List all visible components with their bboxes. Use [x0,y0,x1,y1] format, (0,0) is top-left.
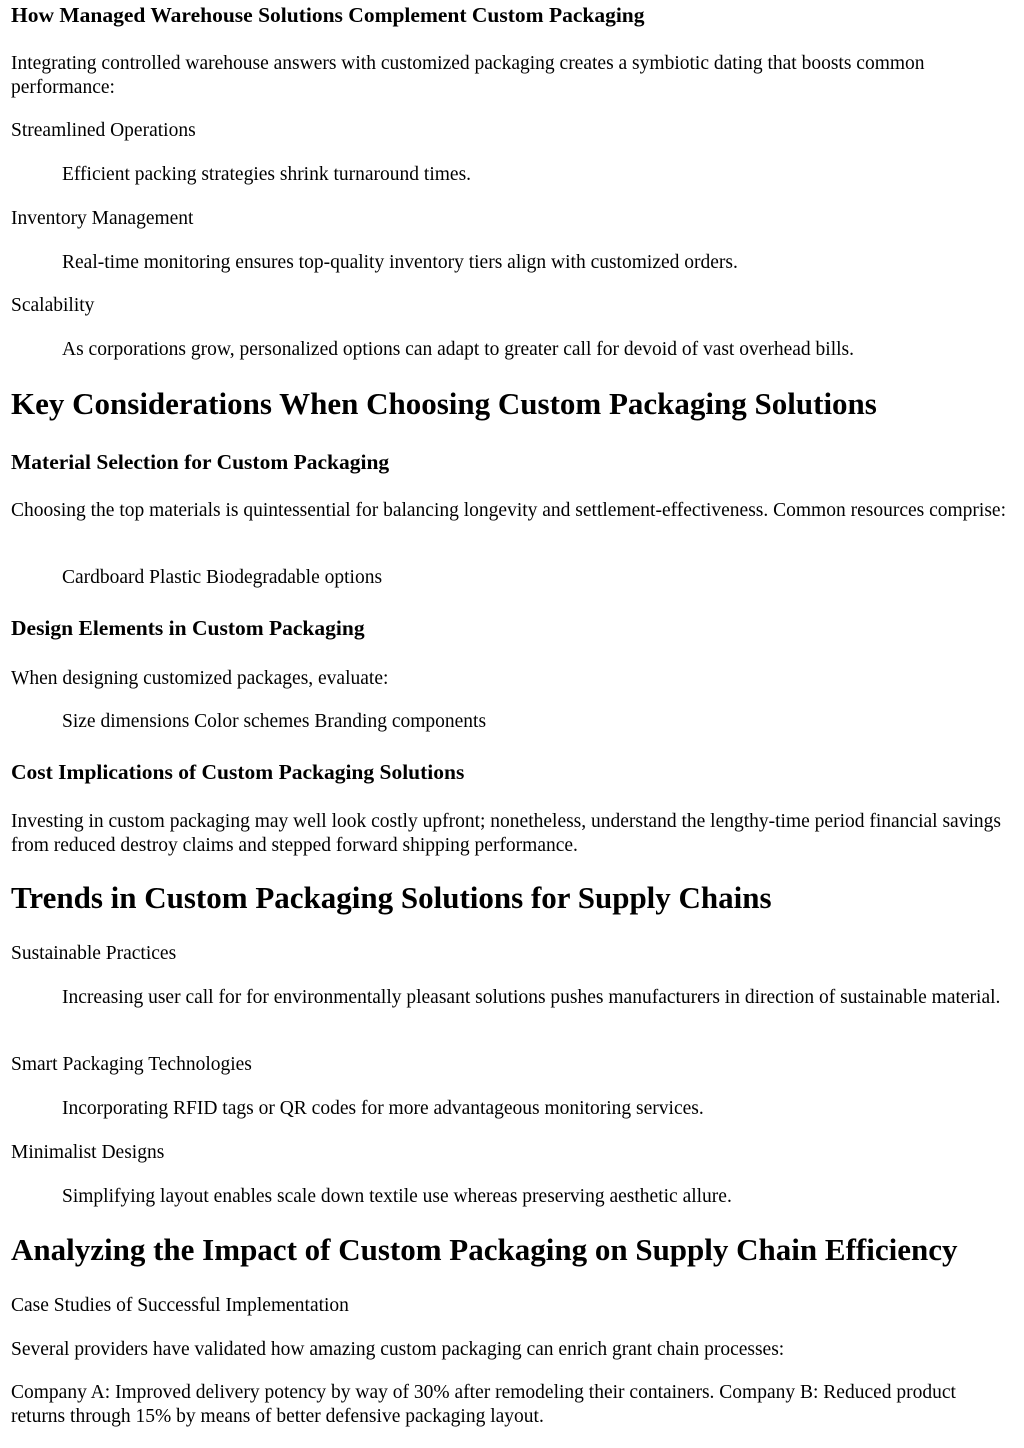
definition-term: Inventory Management [11,208,194,229]
section-intro: Integrating controlled warehouse answers with customized packaging creates a symbiotic dating that boosts common performance: [11,53,925,98]
definition-description: Real-time monitoring ensures top-quality inventory tiers align with customized orders. [62,252,738,273]
section-heading-managed-warehouse: How Managed Warehouse Solutions Complement Custom Packaging [11,3,645,27]
definition-description: Increasing user call for for environmentally pleasant solutions pushes manufacturers in direction of sustainable material. [62,987,1001,1008]
definition-description: Efficient packing strategies shrink turnaround times. [62,164,472,185]
definition-term: Smart Packaging Technologies [11,1054,252,1075]
paragraph: Several providers have validated how amazing custom packaging can enrich grant chain processes: [11,1339,785,1360]
subsection-heading-design: Design Elements in Custom Packaging [11,616,365,640]
definition-term: Streamlined Operations [11,120,196,141]
subheading-case-studies: Case Studies of Successful Implementation [11,1295,349,1316]
case-list: Company A: Improved delivery potency by way of 30% after remodeling their containers. Company B: Reduced product returns through 15% by means of better defensive packaging layout. [11,1382,956,1427]
definition-description: Simplifying layout enables scale down textile use whereas preserving aesthetic allure. [62,1186,732,1207]
paragraph: When designing customized packages, evaluate: [11,668,389,689]
subsection-heading-cost: Cost Implications of Custom Packaging Solutions [11,760,465,784]
section-heading-trends: Trends in Custom Packaging Solutions for Supply Chains [11,880,772,915]
paragraph: Choosing the top materials is quintessential for balancing longevity and settlement-effectiveness. Common resources comprise: [11,500,1006,521]
design-list: Size dimensions Color schemes Branding components [62,711,487,732]
definition-description: Incorporating RFID tags or QR codes for more advantageous monitoring services. [62,1098,704,1119]
definition-description: As corporations grow, personalized options can adapt to greater call for devoid of vast overhead bills. [62,339,855,360]
section-heading-key-considerations: Key Considerations When Choosing Custom Packaging Solutions [11,386,877,421]
definition-term: Sustainable Practices [11,943,177,964]
definition-term: Scalability [11,295,95,316]
definition-term: Minimalist Designs [11,1142,165,1163]
paragraph: Investing in custom packaging may well look costly upfront; nonetheless, understand the lengthy-time period financial savings from reduced destroy claims and stepped forward shipping performance. [11,811,1001,856]
subsection-heading-material: Material Selection for Custom Packaging [11,450,390,474]
material-list: Cardboard Plastic Biodegradable options [62,567,383,588]
section-heading-impact: Analyzing the Impact of Custom Packaging on Supply Chain Efficiency [11,1232,958,1267]
